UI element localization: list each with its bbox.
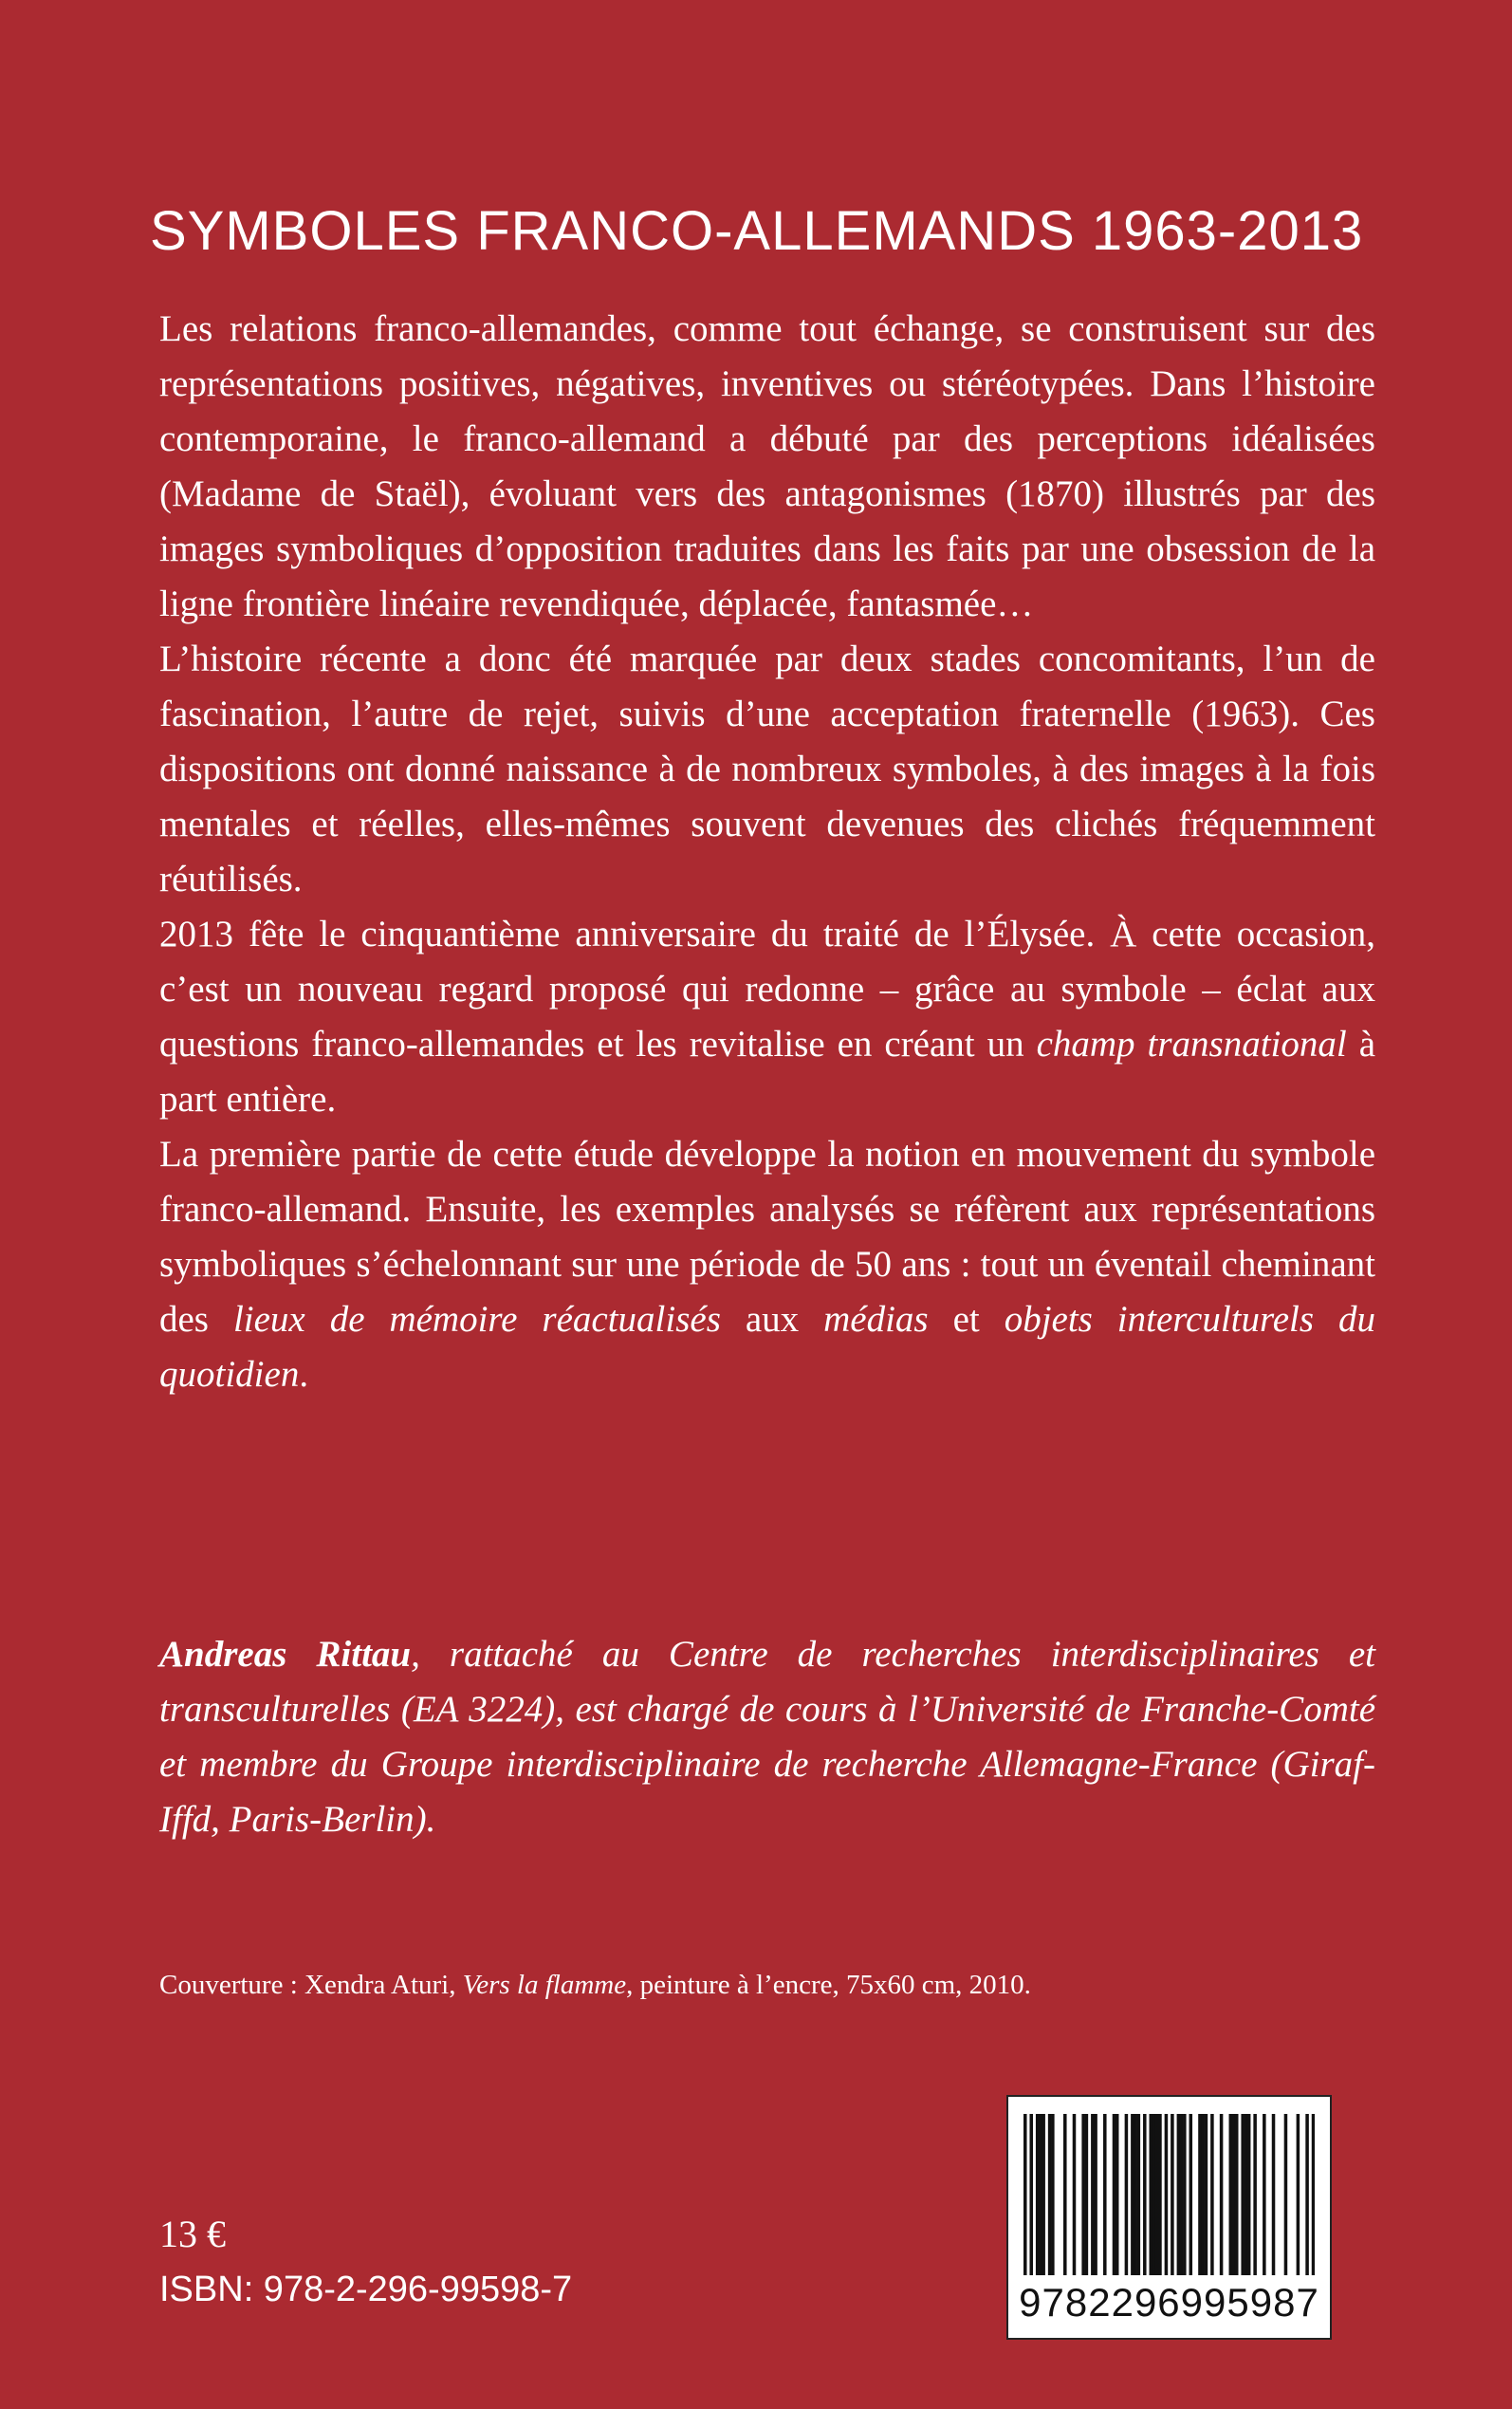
blurb-p4-emphasis-2: médias <box>823 1299 929 1340</box>
barcode-bar-4 <box>1042 2114 1045 2275</box>
barcode-bar-39 <box>1241 2114 1245 2275</box>
barcode-bar-8 <box>1073 2114 1077 2275</box>
barcode-bar-40 <box>1245 2114 1248 2275</box>
blurb-p4-text-a: La première partie de cette étude développe la notion en mouvement du symbole franco-allemand. Ensuite, les exemples analysés se réfèrent aux représentations symboliques s’échelonnant sur une période de 50 ans : tout un éventail cheminant des <box>159 1134 1375 1340</box>
barcode-bars <box>1023 2114 1315 2275</box>
credit-prefix: Couverture : Xendra Aturi, <box>159 1970 463 2000</box>
barcode-bar-5 <box>1048 2114 1052 2275</box>
barcode <box>1006 2095 1332 2340</box>
barcode-bar-2 <box>1036 2114 1040 2275</box>
barcode-bar-35 <box>1220 2114 1224 2275</box>
barcode-bar-6 <box>1051 2114 1055 2275</box>
barcode-bar-14 <box>1113 2114 1116 2275</box>
author-bio <box>159 1627 1375 1847</box>
barcode-bar-43 <box>1263 2114 1266 2275</box>
barcode-bar-22 <box>1152 2114 1156 2275</box>
barcode-bar-42 <box>1253 2114 1257 2275</box>
barcode-bar-32 <box>1201 2114 1205 2275</box>
barcode-bar-28 <box>1180 2114 1184 2275</box>
barcode-bar-19 <box>1137 2114 1141 2275</box>
barcode-bar-37 <box>1232 2114 1236 2275</box>
barcode-bar-29 <box>1183 2114 1187 2275</box>
barcode-bar-23 <box>1155 2114 1159 2275</box>
barcode-bar-46 <box>1297 2114 1300 2275</box>
barcode-bar-21 <box>1149 2114 1152 2275</box>
barcode-bar-48 <box>1312 2114 1315 2275</box>
barcode-bar-47 <box>1305 2114 1309 2275</box>
blurb-p4-text-c: et <box>928 1299 1005 1340</box>
barcode-bar-0 <box>1023 2114 1027 2275</box>
barcode-bar-27 <box>1177 2114 1181 2275</box>
barcode-bar-15 <box>1116 2114 1119 2275</box>
barcode-bar-10 <box>1085 2114 1089 2275</box>
blurb-p3-text-a: 2013 fête le cinquantième anniversaire du traité de l’Élysée. À cette occasion, c’est un nouveau regard proposé qui redonne – grâce au symbole – éclat aux questions franco-allemandes et les revitalise en créant un <box>159 914 1375 1065</box>
barcode-bar-26 <box>1171 2114 1174 2275</box>
price: 13 € <box>159 2213 226 2255</box>
barcode-bar-18 <box>1134 2114 1137 2275</box>
blurb-p3-text-b: à part entière. <box>159 1024 1376 1120</box>
blurb <box>159 302 1375 1402</box>
book-title: SYMBOLES FRANCO-ALLEMANDS 1963-2013 <box>150 199 1364 262</box>
barcode-bar-17 <box>1131 2114 1134 2275</box>
barcode-digits: 9782296995987 <box>1019 2280 1319 2325</box>
isbn: ISBN: 978-2-296-99598-7 <box>159 2270 573 2309</box>
barcode-bar-34 <box>1210 2114 1214 2275</box>
barcode-bar-25 <box>1165 2114 1169 2275</box>
blurb-paragraph-1: Les relations franco-allemandes, comme tout échange, se construisent sur des représentations positives, négatives, inventives ou stéréotypées. Dans l’histoire contemporaine, le franco-allemand a débuté par des perceptions idéalisées (Madame de Staël), évoluant vers des antagonismes (1870) illustrés par des images symboliques d’opposition traduites dans les faits par une obsession de la ligne frontière linéaire revendiquée, déplacée, fantasmée… <box>159 308 1375 624</box>
barcode-bar-38 <box>1235 2114 1239 2275</box>
blurb-paragraph-4 <box>159 1127 1375 1402</box>
barcode-bar-31 <box>1198 2114 1202 2275</box>
blurb-paragraph-3 <box>159 907 1375 1127</box>
barcode-bar-44 <box>1272 2114 1276 2275</box>
barcode-bar-20 <box>1143 2114 1147 2275</box>
barcode-bar-24 <box>1158 2114 1162 2275</box>
barcode-bar-45 <box>1284 2114 1288 2275</box>
blurb-p4-text-b: aux <box>720 1299 824 1340</box>
barcode-bar-7 <box>1063 2114 1067 2275</box>
credit-suffix: , peinture à l’encre, 75x60 cm, 2010. <box>626 1970 1031 2000</box>
barcode-bar-16 <box>1125 2114 1129 2275</box>
barcode-bar-33 <box>1205 2114 1208 2275</box>
barcode-bar-36 <box>1229 2114 1233 2275</box>
blurb-p4-emphasis-1: lieux de mémoire réactualisés <box>232 1299 721 1340</box>
barcode-bar-41 <box>1247 2114 1251 2275</box>
blurb-p4-text-d: . <box>299 1354 309 1395</box>
blurb-p3-emphasis: champ transnational <box>1036 1024 1347 1065</box>
barcode-bar-30 <box>1189 2114 1193 2275</box>
author-bio-text: , rattaché au Centre de recherches interdisciplinaires et transculturelles (EA 3224), est chargé de cours à l’Université de Franche-Comté et membre du Groupe interdisciplinaire de recherche Allemagne-France (Giraf-Iffd, Paris-Berlin). <box>159 1634 1375 1840</box>
barcode-bar-13 <box>1103 2114 1107 2275</box>
credit-work-title: Vers la flamme <box>462 1970 627 2000</box>
barcode-bar-3 <box>1039 2114 1042 2275</box>
barcode-bar-11 <box>1091 2114 1095 2275</box>
barcode-bar-12 <box>1094 2114 1097 2275</box>
barcode-bar-1 <box>1029 2114 1033 2275</box>
blurb-p4-emphasis-3: objets interculturels du quotidien <box>159 1299 1375 1395</box>
cover-credit <box>159 1966 1375 2004</box>
author-name: Andreas Rittau <box>159 1634 412 1675</box>
barcode-bar-9 <box>1081 2114 1085 2275</box>
blurb-paragraph-2: L’histoire récente a donc été marquée par deux stades concomitants, l’un de fascination, l’autre de rejet, suivis d’une acceptation fraternelle (1963). Ces dispositions ont donné naissance à de nombreux symboles, à des images à la fois mentales et réelles, elles-mêmes souvent devenues des clichés fréquemment réutilisés. <box>159 639 1375 899</box>
